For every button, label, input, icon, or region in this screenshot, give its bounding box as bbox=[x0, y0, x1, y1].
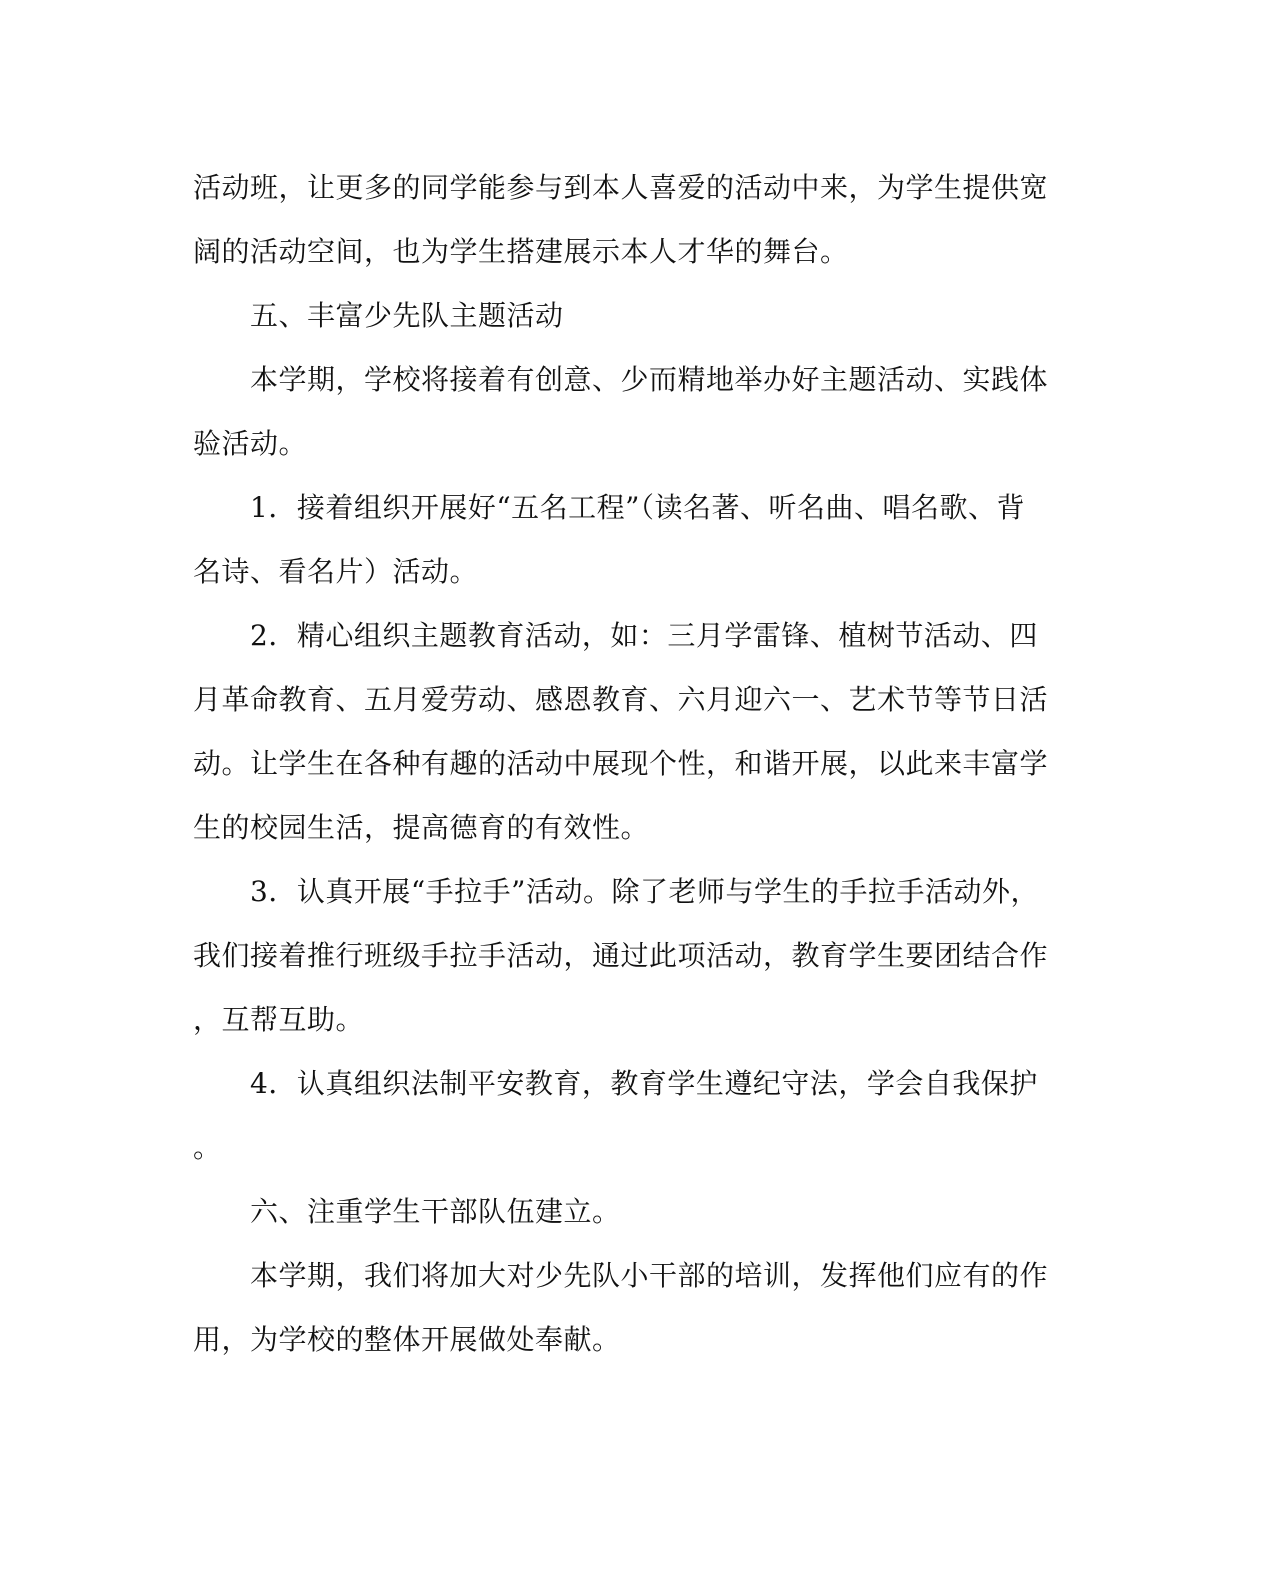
text-line: 活动班，让更多的同学能参与到本人喜爱的活动中来，为学生提供宽 bbox=[193, 171, 1049, 204]
text-line: 生的校园生活，提高德育的有效性。 bbox=[193, 811, 650, 844]
text-line: 阔的活动空间，也为学生搭建展示本人才华的舞台。 bbox=[193, 235, 849, 268]
text-line: 验活动。 bbox=[193, 427, 308, 460]
list-item: 1．接着组织开展好“五名工程”（读名著、听名曲、唱名歌、背 bbox=[250, 491, 1025, 524]
text-line: 本学期，学校将接着有创意、少而精地举办好主题活动、实践体 bbox=[250, 363, 1049, 396]
list-item: 3．认真开展“手拉手”活动。除了老师与学生的手拉手活动外， bbox=[250, 875, 1039, 908]
text-line: 动。让学生在各种有趣的活动中展现个性，和谐开展，以此来丰富学 bbox=[193, 747, 1049, 780]
text-line: ，互帮互助。 bbox=[193, 1003, 365, 1036]
list-item: 4．认真组织法制平安教育，教育学生遵纪守法，学会自我保护 bbox=[250, 1067, 1038, 1100]
section-heading: 六、注重学生干部队伍建立。 bbox=[250, 1195, 621, 1228]
list-item: 2．精心组织主题教育活动，如：三月学雷锋、植树节活动、四 bbox=[250, 619, 1038, 652]
section-heading: 五、丰富少先队主题活动 bbox=[250, 299, 564, 332]
text-line: 用，为学校的整体开展做处奉献。 bbox=[193, 1323, 621, 1356]
text-line: 我们接着推行班级手拉手活动，通过此项活动，教育学生要团结合作 bbox=[193, 939, 1049, 972]
text-line: 。 bbox=[193, 1131, 222, 1164]
text-line: 名诗、看名片）活动。 bbox=[193, 555, 479, 588]
text-line: 本学期，我们将加大对少先队小干部的培训，发挥他们应有的作 bbox=[250, 1259, 1049, 1292]
text-line: 月革命教育、五月爱劳动、感恩教育、六月迎六一、艺术节等节日活 bbox=[193, 683, 1049, 716]
